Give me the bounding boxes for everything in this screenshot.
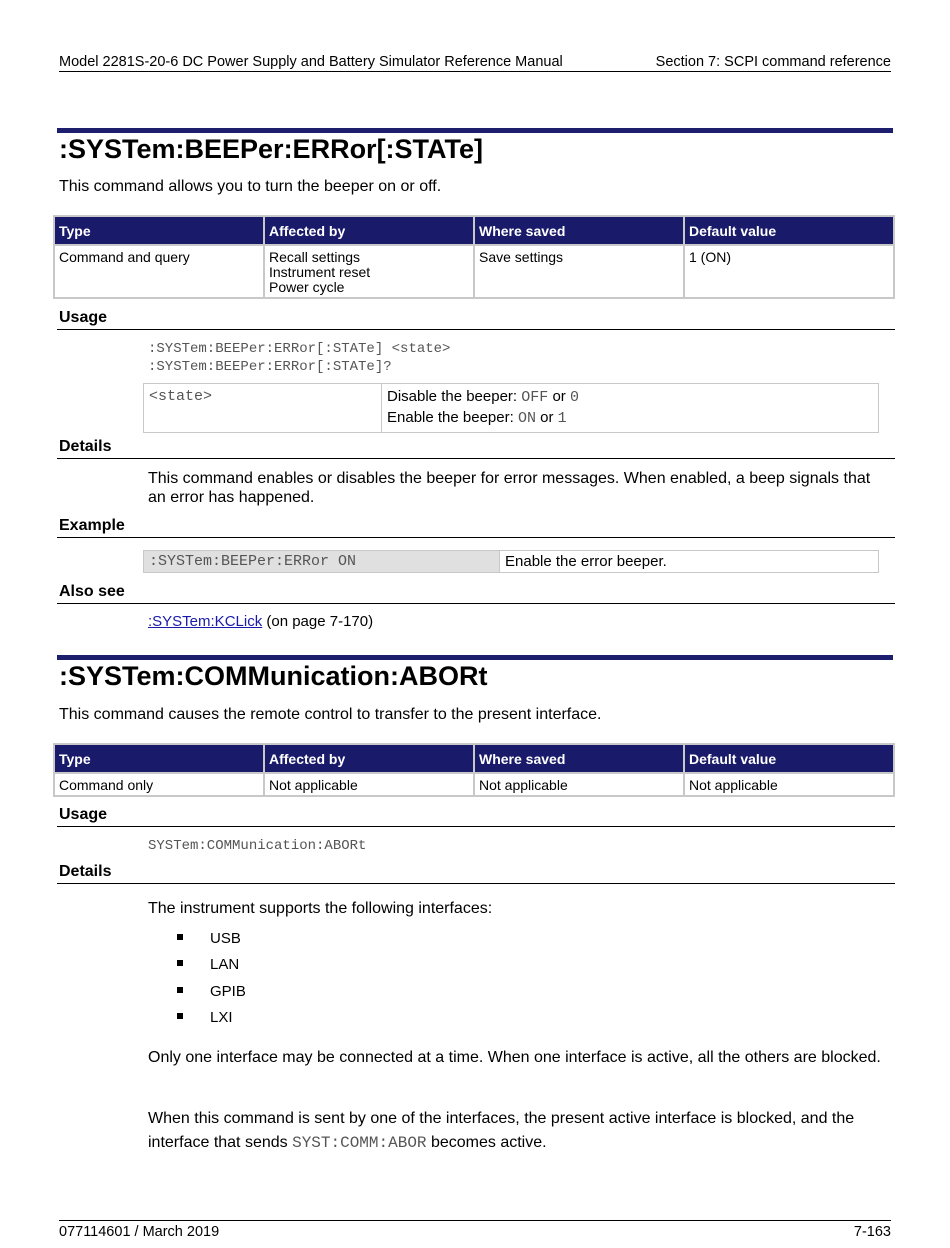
details-intro: The instrument supports the following interfaces: (148, 900, 493, 917)
cell-affected-by (265, 246, 473, 297)
interface-name: GPIB (210, 982, 246, 1000)
list-item (170, 983, 246, 1009)
header-default-value: Default value (685, 745, 893, 772)
cell-type: Command only (55, 774, 263, 795)
page-footer (59, 1220, 891, 1240)
details-heading: Details (57, 863, 895, 884)
cell-default-value: 1 (ON) (685, 246, 893, 297)
param-code: OFF (521, 389, 549, 406)
parameter-table (143, 383, 879, 433)
command-title: :SYSTem:BEEPer:ERRor[:STATe] (59, 134, 484, 164)
interface-name: LAN (210, 956, 240, 974)
example-description: Enable the error beeper. (500, 551, 879, 573)
header-where-saved: Where saved (475, 217, 683, 244)
bullet-icon (177, 987, 183, 993)
details-heading: Details (57, 438, 895, 459)
usage-block (148, 340, 450, 376)
usage-line: :SYSTem:BEEPer:ERRor[:STATe] <state> (148, 341, 451, 357)
param-code: 0 (569, 389, 579, 406)
usage-heading: Usage (57, 309, 895, 330)
header-where-saved: Where saved (475, 745, 683, 772)
header-default-value: Default value (685, 217, 893, 244)
also-see-heading: Also see (57, 583, 895, 604)
param-name: <state> (144, 384, 382, 433)
header-type: Type (55, 745, 263, 772)
bullet-icon (177, 960, 183, 966)
list-item (170, 1009, 246, 1035)
usage-line: SYSTem:COMMunication:ABORt (148, 838, 367, 854)
interface-name: LXI (210, 1008, 233, 1026)
affected-item: Power cycle (269, 279, 345, 295)
interface-list (170, 930, 246, 1035)
header-affected-by: Affected by (265, 217, 473, 244)
list-item (170, 930, 246, 956)
command-divider (57, 128, 893, 133)
page-number: 7-163 (853, 1224, 891, 1240)
cell-affected-by: Not applicable (265, 774, 473, 795)
also-see-entry (148, 612, 373, 632)
details-text: This command enables or disables the beeper for error messages. When enabled, a beep signals that an error has happened. (148, 470, 871, 506)
param-code: 1 (557, 410, 567, 427)
command-description: This command causes the remote control to transfer to the present interface. (59, 706, 602, 723)
example-heading: Example (57, 517, 895, 538)
command-info-table (53, 215, 895, 299)
command-divider (57, 655, 893, 660)
list-item (170, 956, 246, 982)
affected-item: Instrument reset (269, 264, 371, 280)
param-text: Disable the beeper: (387, 388, 522, 405)
also-see-page-ref: (on page 7-170) (262, 613, 374, 630)
cell-default-value: Not applicable (685, 774, 893, 795)
command-title: :SYSTem:COMMunication:ABORt (59, 661, 488, 691)
bullet-icon (177, 1013, 183, 1019)
example-command: :SYSTem:BEEPer:ERRor ON (144, 551, 500, 573)
example-table (143, 550, 879, 573)
header-affected-by: Affected by (265, 745, 473, 772)
affected-item: Recall settings (269, 249, 361, 265)
paragraph-text: becomes active. (426, 1134, 547, 1151)
details-paragraph: Only one interface may be connected at a time. When one interface is active, all the others are blocked. (148, 1049, 881, 1066)
header-type: Type (55, 217, 263, 244)
usage-heading: Usage (57, 806, 895, 827)
cell-where-saved: Save settings (475, 246, 683, 297)
param-text: or (535, 409, 558, 426)
inline-code: SYST:COMM:ABOR (292, 1134, 427, 1152)
param-text: or (548, 388, 570, 405)
command-description: This command allows you to turn the beeper on or off. (59, 178, 442, 195)
param-text: Enable the beeper: (387, 409, 518, 426)
interface-name: USB (210, 930, 241, 947)
param-code: ON (517, 410, 536, 427)
header-section: Section 7: SCPI command reference (655, 54, 891, 70)
kclick-link[interactable]: :SYSTem:KCLick (148, 613, 263, 630)
bullet-icon (177, 934, 183, 940)
cell-type: Command and query (55, 246, 263, 297)
cell-where-saved: Not applicable (475, 774, 683, 795)
command-info-table (53, 743, 895, 797)
page-header (59, 54, 891, 72)
header-manual-title: Model 2281S-20-6 DC Power Supply and Battery Simulator Reference Manual (59, 54, 563, 70)
usage-line: :SYSTem:BEEPer:ERRor[:STATe]? (148, 359, 392, 375)
param-description (382, 384, 879, 433)
paragraph-text: When this command is sent by one of the interfaces, the present active interface is blocked, and the interface that sends (148, 1110, 855, 1151)
details-paragraph (148, 1107, 888, 1155)
footer-doc-id: 077114601 / March 2019 (59, 1224, 220, 1240)
